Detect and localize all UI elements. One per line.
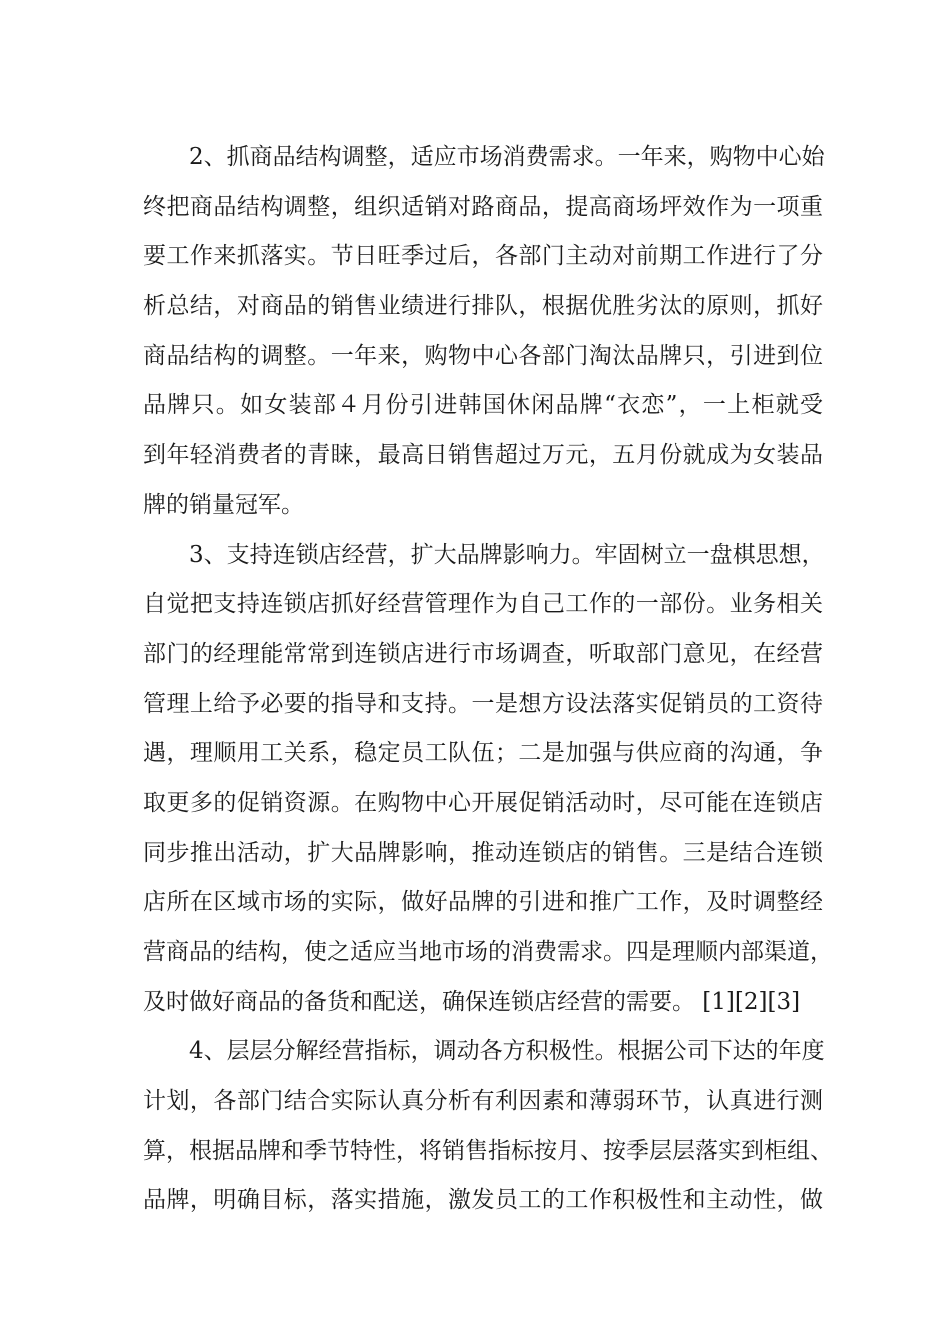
text-line: 4、层层分解经营指标，调动各方积极性。根据公司下达的年度 [189,1038,825,1065]
paragraph-chain-store-support [143,531,833,1028]
text-line: 要工作来抓落实。节日旺季过后，各部门主动对前期工作进行了分 [143,243,823,270]
text-line: 遇，理顺用工关系，稳定员工队伍；二是加强与供应商的沟通，争 [143,740,823,767]
text-line: 同步推出活动，扩大品牌影响，推动连锁店的销售。三是结合连锁 [143,839,823,866]
body-text [143,133,833,1226]
text-line: 到年轻消费者的青睐，最高日销售超过万元，五月份就成为女装品 [143,442,823,469]
paragraph-sales-targets [143,1027,833,1226]
text-line: 计划，各部门结合实际认真分析有利因素和薄弱环节，认真进行测 [143,1088,823,1115]
text-line: 算，根据品牌和季节特性，将销售指标按月、按季层层落实到柜组、 [143,1137,833,1164]
text-line: 部门的经理能常常到连锁店进行市场调查，听取部门意见，在经营 [143,640,823,667]
text-line: 营商品的结构，使之适应当地市场的消费需求。四是理顺内部渠道， [143,939,833,965]
text-line: 取更多的促销资源。在购物中心开展促销活动时，尽可能在连锁店 [143,789,823,816]
text-line: 自觉把支持连锁店抓好经营管理作为自己工作的一部份。业务相关 [143,591,823,618]
text-line: 2、抓商品结构调整，适应市场消费需求。一年来，购物中心始 [189,144,825,170]
text-line: 品牌，明确目标，落实措施，激发员工的工作积极性和主动性，做 [143,1187,823,1214]
text-line: 店所在区域市场的实际，做好品牌的引进和推广工作，及时调整经 [143,889,823,916]
text-line: 商品结构的调整。一年来，购物中心各部门淘汰品牌只，引进到位 [143,342,823,369]
text-line: 及时做好商品的备货和配送，确保连锁店经营的需要。 [1][2][3] [143,988,801,1015]
text-line: 3、支持连锁店经营，扩大品牌影响力。牢固树立一盘棋思想， [189,541,825,568]
text-line: 管理上给予必要的指导和支持。一是想方设法落实促销员的工资待 [143,690,823,717]
text-line: 终把商品结构调整，组织适销对路商品，提高商场坪效作为一项重 [143,193,823,220]
text-line: 析总结，对商品的销售业绩进行排队，根据优胜劣汰的原则，抓好 [143,293,823,320]
paragraph-product-structure [143,133,823,531]
text-line: 品牌只。如女装部４月份引进韩国休闲品牌“衣恋”，一上柜就受 [143,392,823,419]
text-line: 牌的销量冠军。 [143,491,304,518]
